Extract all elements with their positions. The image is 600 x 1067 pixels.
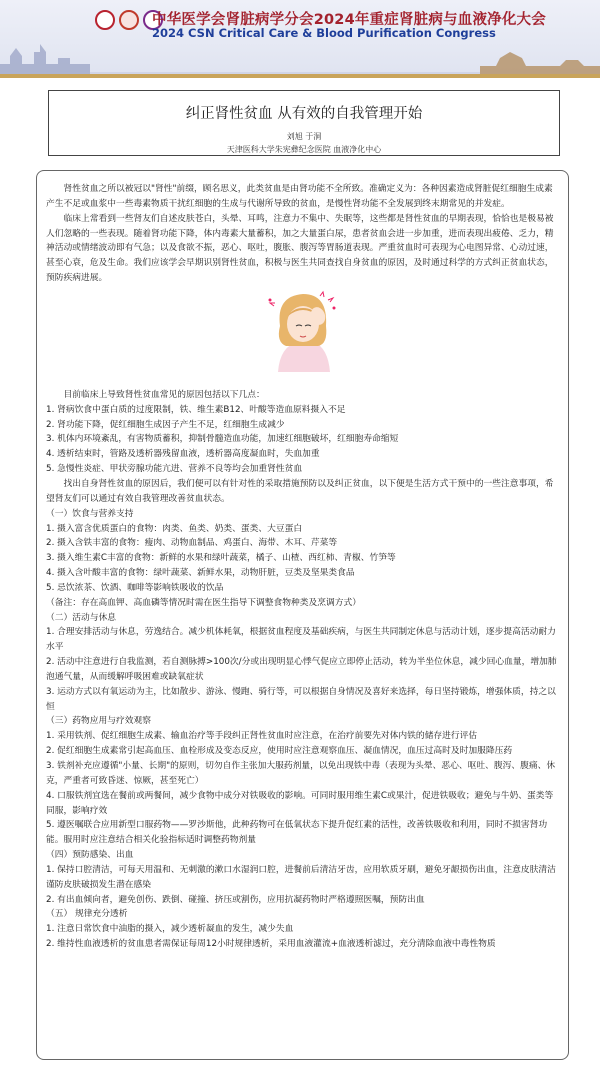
section-heading: （四）预防感染、出血	[46, 850, 134, 861]
section-item: 4. 口服铁剂宜选在餐前或两餐间，减少食物中成分对铁吸收的影响。可同时服用维生素C或果汁，促进铁吸收；避免与牛奶、蛋类等同服，影响疗效	[46, 790, 554, 816]
section-item: 3. 运动方式以有氧运动为主，比如散步、游泳、慢跑、骑行等，可以根据自身情况及喜好来选择，每日坚持锻炼，增强体质，持之以恒	[46, 686, 556, 712]
cause-item: 5. 急慢性炎症、甲状旁腺功能亢进、营养不良等均会加重肾性贫血	[46, 464, 303, 475]
section-item: 2. 摄入含铁丰富的食物：瘦肉、动物血制品、鸡蛋白、海带、木耳、芹菜等	[46, 538, 338, 549]
section-heading: （一）饮食与营养支持	[46, 508, 134, 519]
section-item: 4. 摄入含叶酸丰富的食物：绿叶蔬菜、新鲜水果，动物肝脏，豆类及坚果类食品	[46, 568, 355, 579]
section-item: 3. 铁剂补充应遵循"小量、长期"的原则，切勿自作主张加大服药剂量，以免出现铁中毒（表现为头晕、恶心、呕吐、腹泻、腹痛、休克，严重者可致昏迷、惊厥，甚至死亡）	[46, 761, 556, 786]
section-item: 1. 摄入富含优质蛋白的食物：肉类、鱼类、奶类、蛋类、大豆蛋白	[46, 523, 303, 534]
city-skyline-graphic	[0, 38, 600, 78]
poster-title-box	[48, 90, 560, 156]
section-item: 3. 摄入维生素C丰富的食物：新鲜的水果和绿叶蔬菜，橘子、山楂、西红柿、青椒、竹笋等	[46, 553, 396, 564]
section-item: 2. 有出血倾向者，避免创伤、跌倒、碰撞、挤压或割伤，应用抗凝药物时严格遵照医嘱，预防出血	[46, 894, 425, 905]
cause-item: 3. 机体内环境紊乱，有害物质蓄积，抑制骨髓造血功能，加速红细胞破坏，红细胞寿命缩短	[46, 434, 399, 445]
conference-banner	[0, 0, 600, 78]
csn-logo-icon	[119, 10, 139, 30]
section-item: 2. 维持性血液透析的贫血患者需保证每周12小时规律透析，采用血液灌流+血液透析滤过，充分清除血液中毒性物质	[46, 939, 496, 950]
section-item: 1. 保持口腔清洁，可每天用温和、无刺激的漱口水湿润口腔，进餐前后清洁牙齿，应用软质牙刷，避免牙龈损伤出血，注意皮肤清洁谨防皮肤破损发生潜在感染	[46, 864, 556, 890]
section-item: 1. 采用铁剂、促红细胞生成素、输血治疗等手段纠正肾性贫血时应注意，在治疗前要先对体内铁的储存进行评估	[46, 731, 478, 742]
poster-authors: 刘旭 于洞	[286, 132, 322, 141]
section-item: 5. 遵医嘱联合应用新型口服药物——罗沙斯他，此种药物可在低氧状态下提升促红素的活性，改善铁吸收和利用，同时不损害肾功能。服用时应注意结合相关化验指标适时调整药物剂量	[46, 820, 548, 846]
transition-paragraph: 找出自身肾性贫血的原因后，我们便可以有针对性的采取措施预防以及纠正贫血，以下便是生活方式干预中的一些注意事项，希望肾友们可以通过有效自我管理改善贫血状态。	[46, 478, 554, 504]
society-logo-icon	[95, 10, 115, 30]
dizzy-woman-illustration	[258, 286, 348, 372]
section-heading: （二）活动与休息	[46, 612, 116, 623]
section-heading: （五） 规律充分透析	[46, 909, 128, 920]
intro-paragraph: 肾性贫血之所以被冠以"肾性"前缀，顾名思义，此类贫血是由肾功能不全所致。准确定义为：各种因素造成肾脏促红细胞生成素产生不足或血浆中一些毒素物质干扰红细胞的生成与代谢所导致的贫血，是慢性肾功能不全发展到终末期常见的并发症。	[46, 184, 553, 209]
section-note: （备注：存在高血钾、高血磷等情况时需在医生指导下调整食物种类及烹调方式）	[46, 597, 361, 608]
section-heading: （三）药物应用与疗效观察	[46, 716, 151, 727]
causes-intro: 目前临床上导致肾性贫血常见的原因包括以下几点：	[63, 389, 265, 400]
cause-item: 2. 肾功能下降，促红细胞生成因子产生不足，红细胞生成减少	[46, 419, 285, 430]
section-item: 1. 注意日常饮食中油脂的摄入，减少透析凝血的发生，减少失血	[46, 924, 294, 935]
section-item: 5. 忌饮浓茶、饮酒、咖啡等影响铁吸收的饮品	[46, 582, 224, 593]
cause-item: 1. 肾病饮食中蛋白质的过度限制，铁、维生素B12、叶酸等造血原料摄入不足	[46, 404, 346, 415]
banner-title-en: 2024 CSN Critical Care & Blood Purification Congress	[152, 26, 496, 40]
illustration	[46, 286, 559, 372]
banner-title-cn: 中华医学会肾脏病学分会2024年重症肾脏病与血液净化大会	[152, 12, 546, 28]
section-item: 1. 合理安排活动与休息，劳逸结合。减少机体耗氧，根据贫血程度及基础疾病，与医生共同制定休息与活动计划，逐步提高活动耐力水平	[46, 627, 556, 653]
banner-divider	[0, 74, 600, 78]
poster-content	[36, 170, 569, 1060]
cause-item: 4. 透析结束时，管路及透析器残留血液，透析器高度凝血时，失血加重	[46, 449, 320, 460]
poster-title: 纠正肾性贫血 从有效的自我管理开始	[185, 106, 423, 122]
section-item: 2. 促红细胞生成素常引起高血压、血栓形成及变态反应，使用时应注意观察血压、凝血情况，血压过高时及时加服降压药	[46, 746, 513, 757]
intro-paragraph: 临床上常看到一些肾友们自述皮肤苍白，头晕、耳鸣，注意力不集中、失眠等，这些都是肾性贫血的早期表现，恰恰也是极易被人们忽略的一些表现。随着肾功能下降，体内毒素大量蓄积，加之大量蛋白尿，患者贫血会进一步加重，进而表现出疲倦、乏力，精神活动或情绪波动即有气急；以及食欲不振，恶心、呕吐，腹胀、腹泻等胃肠道表现。严重贫血时可表现为心电图异常、心动过速，甚至心衰，危及生命。我们应该学会早期识别肾性贫血，积极与医生共同查找自身贫血的原因，及时通过科学的方式纠正贫血状态，预防疾病进展。	[46, 213, 554, 284]
poster-affiliation: 天津医科大学朱宪彝纪念医院 血液净化中心	[226, 145, 382, 154]
section-item: 2. 活动中注意进行自我监测，若自测脉搏>100次/分或出现明显心悸气促应立即停止活动，转为半坐位休息，减少回心血量，增加肺泡通气量，从而缓解呼吸困难或缺氧症状	[46, 657, 557, 682]
